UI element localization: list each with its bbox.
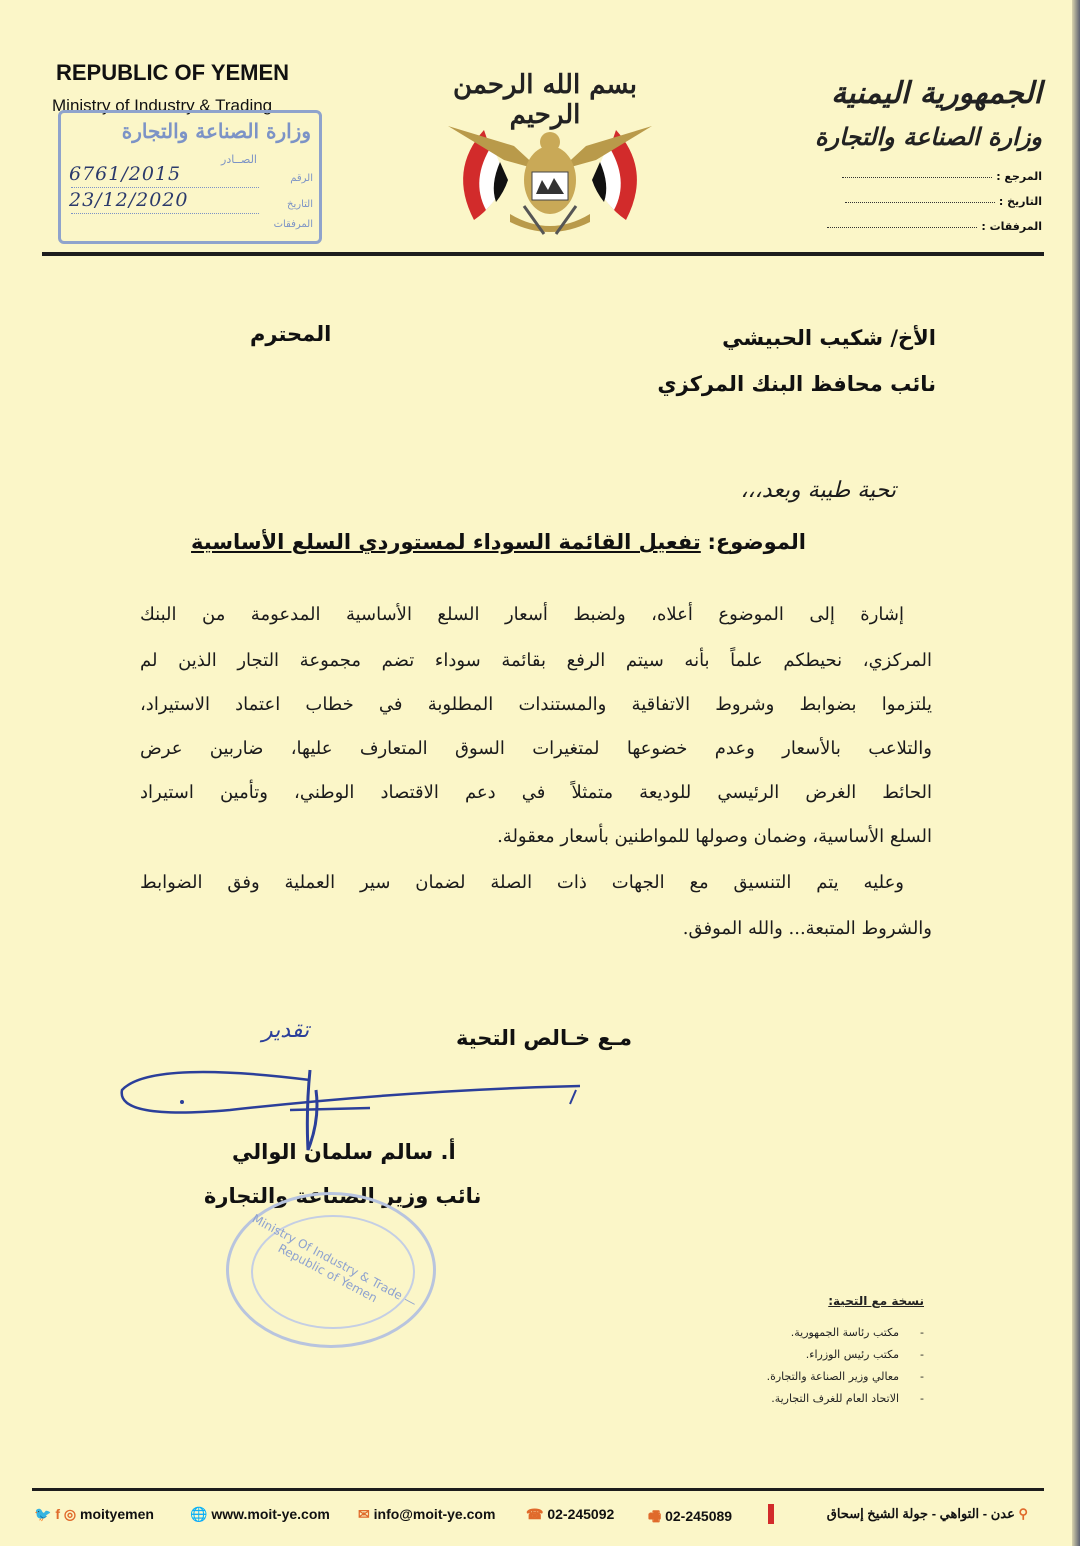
stamp-title: وزارة الصناعة والتجارة	[121, 119, 311, 143]
greeting: تحية طيبة وبعد،،،	[740, 478, 896, 503]
footer-phone: ☎ 02-245092	[526, 1506, 615, 1522]
recipient-name: الأخ/ شكيب الحبيشي	[722, 326, 936, 350]
subject-label: الموضوع:	[707, 530, 806, 554]
stamp-date-label: التاريخ	[287, 199, 313, 210]
header-ref-field: المرجع :	[842, 170, 1042, 183]
subject-text: تفعيل القائمة السوداء لمستوردي السلع الأساسية	[191, 530, 701, 554]
cc-item: - مكتب رئاسة الجمهورية.	[790, 1326, 924, 1339]
header-date-field: التاريخ :	[845, 195, 1042, 208]
body-line: والتلاعب بالأسعار وعدم خضوعها لمتغيرات السوق المتعارف عليها، ضاربين عرض	[140, 738, 932, 759]
social-handle: moityemen	[80, 1506, 154, 1522]
body-line: المركزي، نحيطكم علماً بأنه سيتم الرفع بقائمة سوداء تضم مجموعة التجار الذين لم	[140, 650, 932, 671]
cc-heading: نسخة مع التحية:	[828, 1294, 924, 1308]
footer-separator	[768, 1504, 774, 1524]
handwritten-note: تقدير	[262, 1018, 310, 1043]
cc-item: - الاتحاد العام للغرف التجارية.	[771, 1392, 924, 1405]
header-ministry-en: Ministry of Industry & Trading	[52, 96, 273, 115]
email-icon: ✉	[358, 1506, 370, 1522]
seal-text: Ministry Of Industry & Trade — Republic of Yemen	[249, 1211, 419, 1311]
cc-item: - مكتب رئيس الوزراء.	[805, 1348, 924, 1361]
twitter-icon: 🐦	[34, 1506, 52, 1522]
facebook-icon: f	[55, 1506, 60, 1522]
phone-icon: ☎	[526, 1506, 544, 1522]
closing: مـع خـالص التحية	[456, 1026, 632, 1050]
recipient-honorific: المحترم	[250, 322, 332, 346]
yemen-eagle-emblem-icon	[444, 110, 656, 240]
official-seal	[226, 1192, 436, 1348]
footer-address: ⚲ عدن - التواهي - جولة الشيخ إسحاق	[826, 1506, 1028, 1521]
fax-icon: 🖷	[648, 1508, 662, 1524]
basmala: بسم الله الرحمن الرحيم	[453, 70, 637, 130]
signatory-name: أ. سالم سلمان الوالي	[232, 1140, 456, 1164]
body-line: إشارة إلى الموضوع أعلاه، ولضبط أسعار السلع الأساسية المدعومة من البنك	[140, 604, 904, 625]
subject-line	[191, 530, 806, 554]
signatory-title: نائب وزير الصناعة والتجارة	[204, 1184, 482, 1208]
stamp-label: الصــادر	[221, 153, 257, 166]
footer-fax: 🖷 02-245089	[648, 1508, 733, 1524]
footer-social	[34, 1506, 154, 1523]
header-attachments-field: المرفقات :	[827, 220, 1042, 233]
body-line: يلتزموا بضوابط وشروط الاتفاقية والمستندات المطلوبة في خطاب اعتماد الاستيراد،	[140, 694, 932, 715]
header-ministry-ar: وزارة الصناعة والتجارة	[814, 122, 1042, 151]
body-line: وعليه يتم التنسيق مع الجهات ذات الصلة لضمان سير العملية وفق الضوابط	[140, 872, 904, 893]
header-country-en: REPUBLIC OF YEMEN	[56, 60, 290, 85]
scan-edge	[1072, 0, 1080, 1546]
stamp-attachments-label: المرفقات	[273, 219, 313, 230]
stamp-date-value: 23/12/2020	[69, 189, 189, 211]
recipient-title: نائب محافظ البنك المركزي	[657, 372, 936, 396]
globe-icon: 🌐	[190, 1506, 208, 1522]
body-line: السلع الأساسية، وضمان وصولها للمواطنين بأسعار معقولة.	[497, 826, 932, 847]
header-country-ar: الجمهورية اليمنية	[831, 76, 1042, 111]
stamp-ref-value: 6761/2015	[69, 163, 182, 185]
outgoing-stamp	[58, 110, 322, 244]
location-pin-icon: ⚲	[1018, 1506, 1028, 1521]
footer-divider	[32, 1488, 1044, 1491]
body-line: والشروط المتبعة... والله الموفق.	[682, 918, 932, 939]
footer-email: ✉ info@moit-ye.com	[358, 1506, 496, 1522]
header-divider	[42, 252, 1044, 256]
footer-website: 🌐 www.moit-ye.com	[190, 1506, 330, 1522]
stamp-ref-label: الرقم	[290, 173, 313, 184]
instagram-icon: ◎	[63, 1506, 77, 1522]
body-line: الحائط الغرض الرئيسي للوديعة متمثلاً في دعم الاقتصاد الوطني، وتأمين استيراد	[140, 782, 932, 803]
cc-item: - معالي وزير الصناعة والتجارة.	[766, 1370, 924, 1383]
